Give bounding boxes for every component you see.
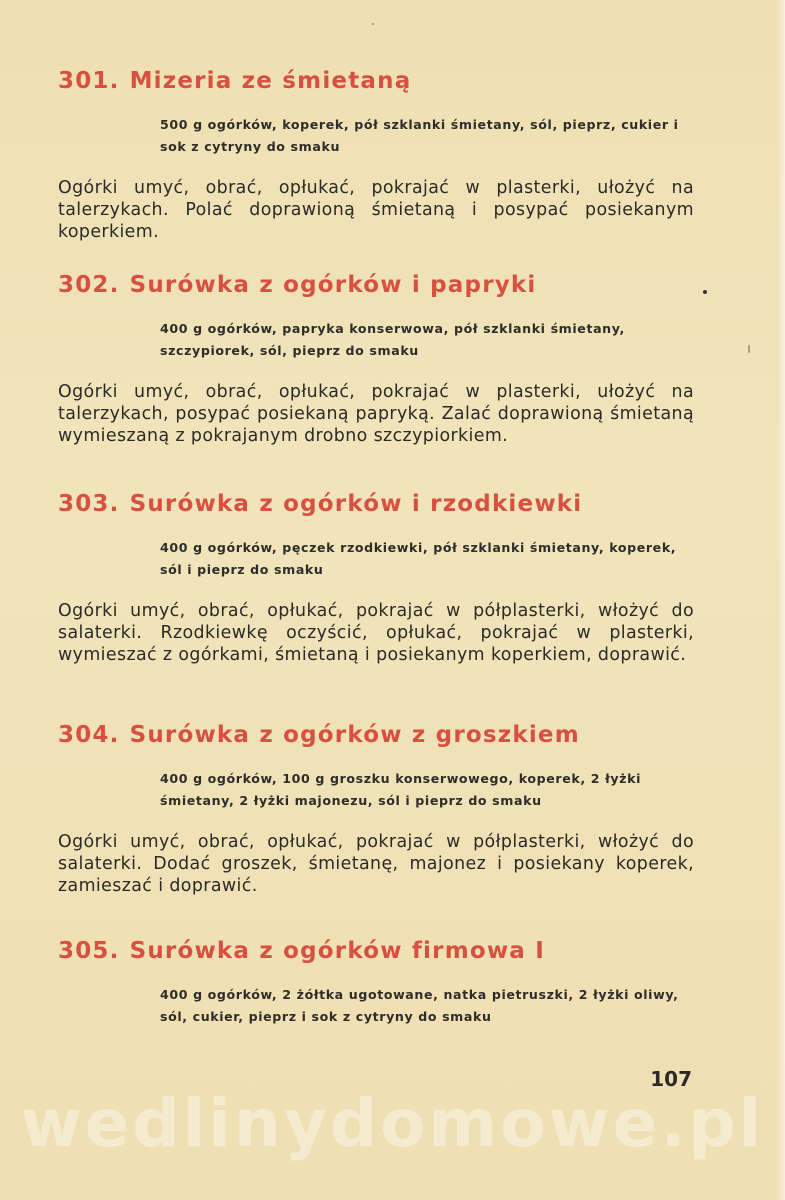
recipe-name: Surówka z ogórków i rzodkiewki — [129, 491, 583, 517]
recipe-name: Surówka z ogórków i papryki — [129, 272, 537, 298]
recipe-ingredients: 400 g ogórków, pęczek rzodkiewki, pół szklanki śmietany, koperek, sól i pieprz do smaku — [160, 540, 677, 577]
recipe-name: Mizeria ze śmietaną — [129, 68, 412, 94]
recipe-305 — [58, 938, 708, 1028]
recipe-ingredients: 500 g ogórków, koperek, pół szklanki śmietany, sól, pieprz, cukier i sok z cytryny do smaku — [160, 117, 679, 154]
recipe-301 — [58, 68, 708, 243]
recipe-number: 304. — [58, 722, 120, 748]
recipe-title — [58, 938, 708, 964]
recipe-ingredients: 400 g ogórków, 100 g groszku konserwowego, koperek, 2 łyżki śmietany, 2 łyżki majonezu, sól i pieprz do smaku — [160, 771, 641, 808]
recipe-title — [58, 491, 708, 517]
recipe-title — [58, 272, 708, 298]
recipe-steps: Ogórki umyć, obrać, opłukać, pokrajać w półplasterki, włożyć do salaterki. Rzodkiewkę oczyścić, opłukać, pokrajać w plasterki, wymieszać z ogórkami, śmietaną i posiekanym koperkiem, doprawić. — [58, 601, 694, 665]
recipe-steps: Ogórki umyć, obrać, opłukać, pokrajać w plasterki, ułożyć na talerzykach. Polać doprawioną śmietaną i posypać posiekanym koperkiem. — [58, 178, 694, 242]
paper-speck — [372, 23, 374, 25]
recipe-name: Surówka z ogórków z groszkiem — [129, 722, 580, 748]
recipe-ingredients: 400 g ogórków, 2 żółtka ugotowane, natka pietruszki, 2 łyżki oliwy, sól, cukier, pieprz i sok z cytryny do smaku — [160, 987, 679, 1024]
page-number: 107 — [650, 1067, 692, 1091]
page-edge — [777, 0, 785, 1200]
recipe-302 — [58, 272, 708, 447]
recipe-title — [58, 722, 708, 748]
recipe-number: 303. — [58, 491, 120, 517]
recipe-steps: Ogórki umyć, obrać, opłukać, pokrajać w półplasterki, włożyć do salaterki. Dodać groszek, śmietanę, majonez i posiekany koperek, zamieszać i doprawić. — [58, 832, 694, 896]
recipe-number: 305. — [58, 938, 120, 964]
recipe-303 — [58, 491, 708, 666]
recipe-title — [58, 68, 708, 94]
paper-speck — [703, 290, 707, 294]
recipe-steps: Ogórki umyć, obrać, opłukać, pokrajać w plasterki, ułożyć na talerzykach, posypać posiekaną papryką. Zalać doprawioną śmietaną wymieszaną z pokrajanym drobno szczypiorkiem. — [58, 382, 694, 446]
recipe-number: 301. — [58, 68, 120, 94]
recipe-number: 302. — [58, 272, 120, 298]
recipe-ingredients: 400 g ogórków, papryka konserwowa, pół szklanki śmietany, szczypiorek, sól, pieprz do smaku — [160, 321, 625, 358]
paper-speck — [748, 345, 750, 353]
watermark: wedlinydomowe.pl — [20, 1085, 765, 1162]
recipe-name: Surówka z ogórków firmowa I — [129, 938, 545, 964]
recipe-304 — [58, 722, 708, 897]
